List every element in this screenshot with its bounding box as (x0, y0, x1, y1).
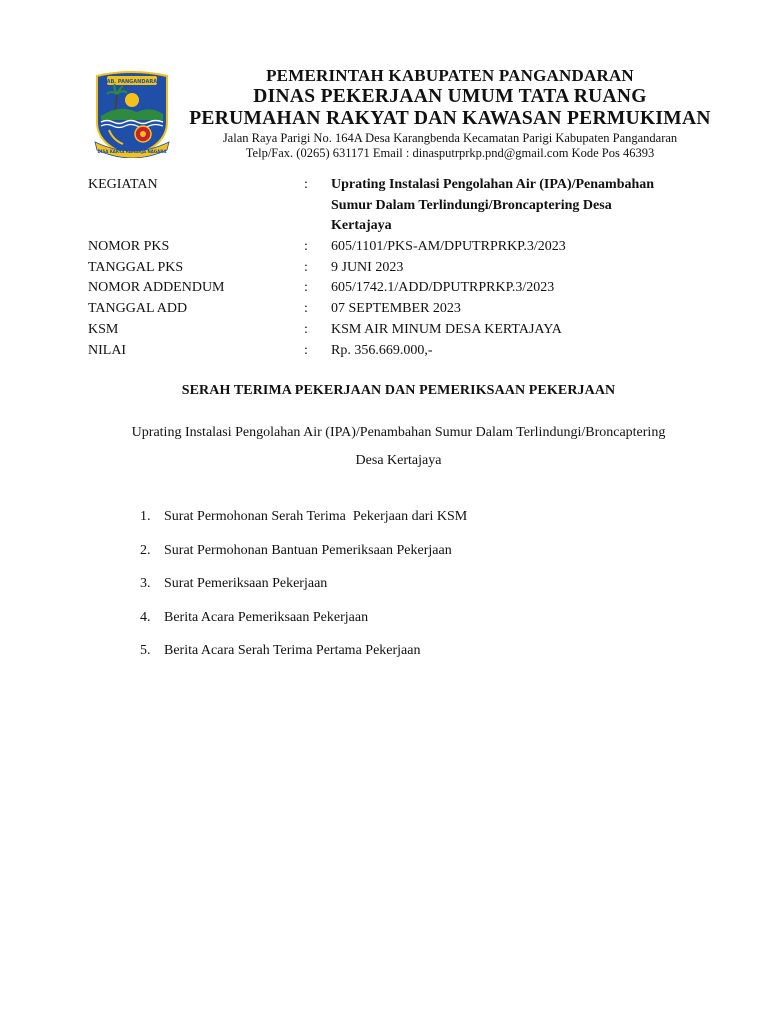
list-number: 1. (140, 509, 151, 524)
list-number: 5. (140, 643, 151, 658)
info-value: 07 SEPTEMBER 2023 (331, 300, 461, 316)
agency-name-line1: DINAS PEKERJAAN UMUM TATA RUANG (253, 86, 647, 107)
list-text: Berita Acara Pemeriksaan Pekerjaan (164, 609, 369, 625)
info-row-ksm (88, 320, 708, 341)
info-row-nomor-pks (88, 237, 708, 258)
info-row-tanggal-pks (88, 258, 708, 279)
project-info-table (88, 175, 708, 362)
info-row-kegiatan (88, 175, 708, 237)
info-label: KEGIATAN (88, 177, 158, 192)
list-number: 2. (140, 542, 151, 558)
info-label: NILAI (88, 342, 127, 358)
attachment-list (140, 507, 467, 675)
agency-address: Jalan Raya Parigi No. 164A Desa Karangbenda Kecamatan Parigi Kabupaten Pangandaran (222, 131, 678, 145)
info-row-nilai (88, 341, 708, 362)
regency-emblem-logo (93, 70, 171, 158)
letterhead (170, 66, 730, 161)
document-title: SERAH TERIMA PEKERJAAN DAN PEMERIKSAAN PEKERJAAN (181, 383, 616, 398)
subtitle-line: Desa Kertajaya (355, 453, 442, 468)
info-label: KSM (88, 321, 119, 337)
info-value: 605/1101/PKS-AM/DPUTRPRKP.3/2023 (331, 239, 566, 254)
info-value: Uprating Instalasi Pengolahan Air (IPA)/Penambahan (331, 177, 655, 192)
list-item (140, 574, 467, 608)
info-label: NOMOR PKS (88, 239, 170, 254)
info-separator: : (304, 239, 308, 254)
subtitle-line: Uprating Instalasi Pengolahan Air (IPA)/Penambahan Sumur Dalam Terlindungi/Broncaptering (131, 425, 666, 440)
info-value: KSM AIR MINUM DESA KERTAJAYA (331, 321, 562, 337)
info-value: 605/1742.1/ADD/DPUTRPRKP.3/2023 (331, 280, 555, 295)
info-value-cont: Sumur Dalam Terlindungi/Broncaptering Desa (331, 197, 612, 213)
info-separator: : (304, 300, 308, 316)
government-name: PEMERINTAH KABUPATEN PANGANDARAN (266, 66, 634, 85)
list-text: Surat Permohonan Serah Terima Pekerjaan dari KSM (164, 509, 468, 524)
agency-contact: Telp/Fax. (0265) 631171 Email : dinasputrprkp.pnd@gmail.com Kode Pos 46393 (245, 146, 655, 160)
agency-name-line2: PERUMAHAN RAKYAT DAN KAWASAN PERMUKIMAN (189, 108, 711, 129)
info-separator: : (304, 321, 308, 337)
logo-ribbon-text: DISA KARYA RAHARJA NAGARA (97, 149, 167, 154)
list-item (140, 507, 467, 541)
list-text: Berita Acara Serah Terima Pertama Pekerjaan (164, 643, 421, 658)
info-label: TANGGAL ADD (88, 300, 188, 316)
info-separator: : (304, 177, 308, 192)
list-number: 4. (140, 609, 151, 625)
list-number: 3. (140, 576, 151, 591)
info-value-cont: Kertajaya (331, 218, 392, 233)
info-separator: : (304, 259, 308, 275)
info-value: 9 JUNI 2023 (331, 259, 404, 275)
document-subtitle (60, 419, 737, 475)
list-item (140, 608, 467, 642)
list-item (140, 641, 467, 675)
info-row-nomor-addendum (88, 278, 708, 299)
info-separator: : (304, 342, 308, 358)
logo-top-text: KAB. PANGANDARAN (102, 79, 162, 85)
info-separator: : (304, 280, 308, 295)
info-label: TANGGAL PKS (88, 259, 184, 275)
list-text: Surat Pemeriksaan Pekerjaan (164, 576, 328, 591)
info-label: NOMOR ADDENDUM (88, 280, 225, 295)
list-item (140, 541, 467, 575)
info-row-tanggal-add (88, 299, 708, 320)
list-text: Surat Permohonan Bantuan Pemeriksaan Pekerjaan (164, 542, 452, 558)
info-value: Rp. 356.669.000,- (331, 342, 433, 358)
